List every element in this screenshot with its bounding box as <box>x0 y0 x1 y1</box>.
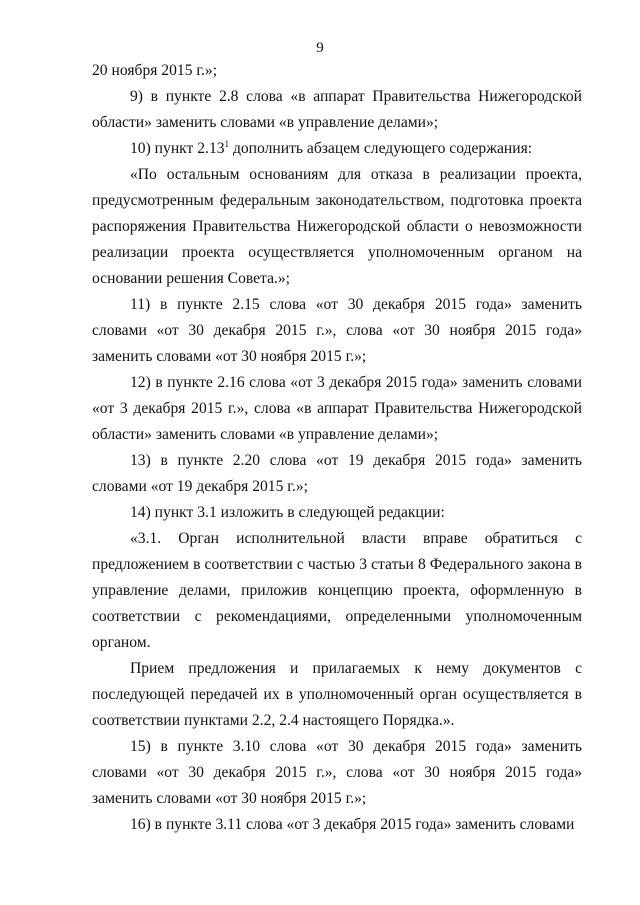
paragraph-item-10-rest: дополнить абзацем следующего содержания: <box>229 140 533 157</box>
document-body <box>92 58 582 838</box>
paragraph-continuation: 20 ноября 2015 г.»; <box>92 62 218 79</box>
paragraph-item-16: 16) в пункте 3.11 слова «от 3 декабря 2015 года» заменить словами <box>130 816 575 833</box>
page-number: 9 <box>316 40 324 56</box>
paragraph-item-14: 14) пункт 3.1 изложить в следующей редакции: <box>130 504 445 521</box>
paragraph-item-9: 9) в пункте 2.8 слова «в аппарат Правительства Нижегородской области» заменить словами «в управление делами»; <box>92 88 582 131</box>
superscript-index: 1 <box>224 138 230 149</box>
paragraph-item-15: 15) в пункте 3.10 слова «от 30 декабря 2015 года» заменить словами «от 30 декабря 2015 г.», слова «от 30 ноября 2015 года» заменить словами «от 30 ноября 2015 г.»; <box>92 738 582 807</box>
paragraph-item-13: 13) в пункте 2.20 слова «от 19 декабря 2015 года» заменить словами «от 19 декабря 2015 г.»; <box>92 452 582 495</box>
paragraph-item-10 <box>92 136 582 162</box>
paragraph-item-11: 11) в пункте 2.15 слова «от 30 декабря 2015 года» заменить словами «от 30 декабря 2015 г.», слова «от 30 ноября 2015 года» заменить словами «от 30 ноября 2015 г.»; <box>92 296 582 365</box>
paragraph-item-10-lead: 10) пункт 2.13 <box>130 140 225 157</box>
paragraph-section-3-1: «3.1. Орган исполнительной власти вправе обратиться с предложением в соответствии с частью 3 статьи 8 Федерального закона в управление делами, приложив концепцию проекта, оформленную в соответствии с рекомендациями, определенными уполномоченным органом. <box>92 530 582 651</box>
paragraph-quoted-addition: «По остальным основаниям для отказа в реализации проекта, предусмотренным федеральным законодательством, подготовка проекта распоряжения Правительства Нижегородской области о невозможности реализации проекта осуществляется уполномоченным органом на основании решения Совета.»; <box>92 166 582 287</box>
paragraph-item-12: 12) в пункте 2.16 слова «от 3 декабря 2015 года» заменить словами «от 3 декабря 2015 г.», слова «в аппарат Правительства Нижегородской области» заменить словами «в управление делами»; <box>92 374 582 443</box>
paragraph-section-3-1-continued: Прием предложения и прилагаемых к нему документов с последующей передачей их в уполномоченный орган осуществляется в соответствии пунктами 2.2, 2.4 настоящего Порядка.». <box>92 660 582 729</box>
